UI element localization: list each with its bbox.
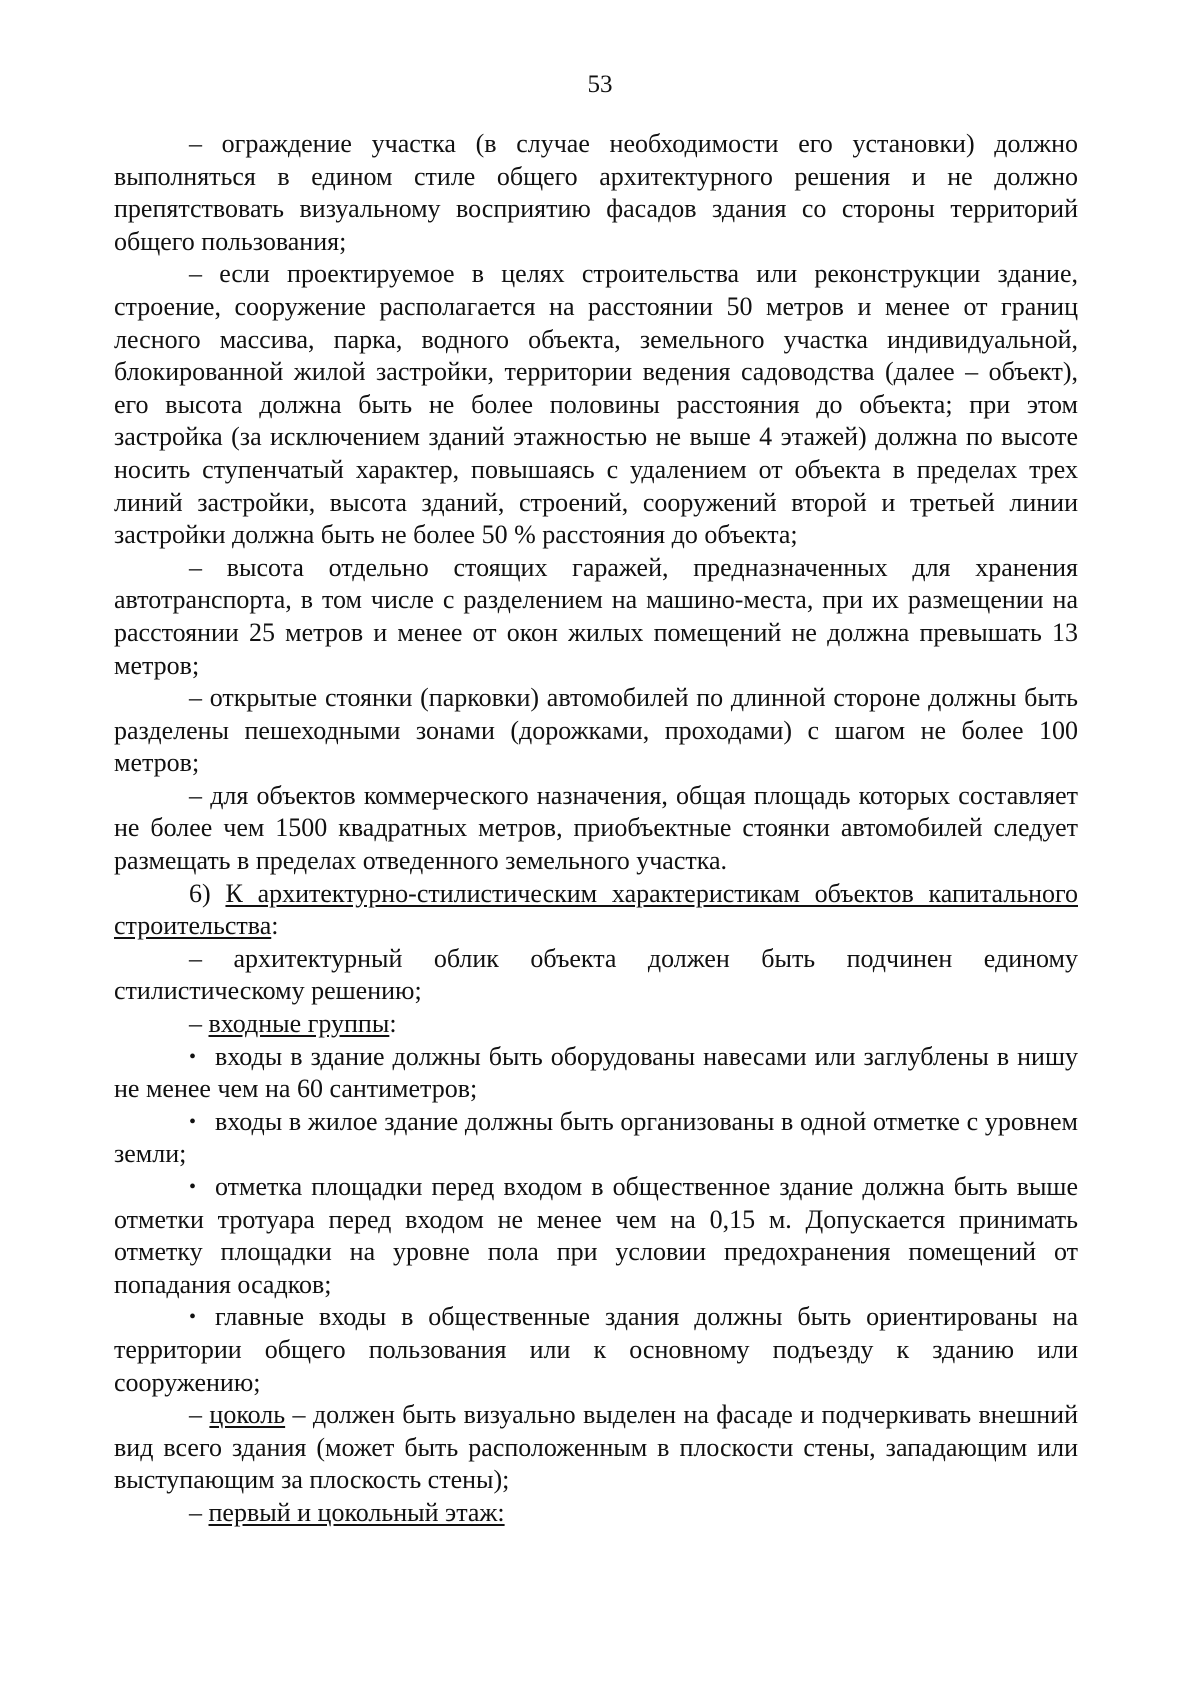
section-title-suffix: : (271, 911, 279, 941)
bullet-text: отметка площадки перед входом в общественное здание должна быть выше отметки тротуара перед входом не менее чем на 0,15 м. Допускается принимать отметку площадки на уровне пола при условии предохранения помещений от попадания осадков; (114, 1172, 1078, 1299)
dash-marker: – (189, 943, 234, 973)
paragraph-fence (114, 128, 1078, 258)
section-number: 6) (189, 878, 226, 908)
paragraph-text: открытые стоянки (парковки) автомобилей по длинной стороне должны быть разделены пешеходными зонами (дорожками, проходами) с шагом не более 100 метров; (114, 683, 1079, 778)
paragraph-text: для объектов коммерческого назначения, общая площадь которых составляет не более чем 1500 квадратных метров, приобъектные стоянки автомобилей следует размещать в пределах отведенного земельного участка. (114, 780, 1079, 876)
paragraph-text: архитектурный облик объекта должен быть подчинен единому стилистическому решению; (114, 943, 1078, 1006)
dash-marker: – (189, 1400, 210, 1430)
dash-marker: – (189, 129, 222, 158)
bullet-icon: • (189, 1045, 197, 1068)
dash-marker: – (189, 780, 211, 810)
bullet-item-ground-level (114, 1106, 1078, 1171)
paragraph-height-limit (114, 258, 1078, 551)
dash-marker: – (189, 259, 220, 289)
bullet-item-platform-elevation (114, 1171, 1078, 1301)
section-heading-architectural (114, 878, 1078, 943)
bullet-text: входы в жилое здание должны быть организованы в одной отметке с уровнем земли; (114, 1106, 1078, 1169)
dash-marker: – (189, 1497, 209, 1527)
subheading-underlined: входные группы (208, 1009, 390, 1039)
subheading-first-floor (114, 1497, 1078, 1530)
subheading-entrance-groups (114, 1008, 1078, 1041)
bullet-icon: • (189, 1110, 197, 1133)
paragraph-text: высота отдельно стоящих гаражей, предназначенных для хранения автотранспорта, в том числе с разделением на машино-места, при их размещении на расстоянии 25 метров и менее от окон жилых помещений не должна превышать 13 метров; (114, 552, 1078, 680)
bullet-item-canopies (114, 1041, 1078, 1106)
paragraph-appearance (114, 943, 1078, 1008)
paragraph-garages (114, 552, 1078, 682)
paragraph-text: если проектируемое в целях строительства или реконструкции здание, строение, сооружение располагается на расстоянии 50 метров и менее от границ лесного массива, парка, водного объекта, земельного участка индивидуальной, блокированной жилой застройки, территории ведения садоводства (далее – объект), его высота должна быть не более половины расстояния до объекта; при этом застройка (за исключением зданий этажностью не выше 4 этажей) должна по высоте носить ступенчатый характер, повышаясь с удалением от объекта в пределах трех линий застройки, высота зданий, строений, сооружений второй и третьей линии застройки должна быть не более 50 % расстояния до объекта; (114, 259, 1078, 550)
subheading-suffix: : (389, 1009, 397, 1039)
bullet-icon: • (189, 1306, 197, 1329)
subheading-underlined: первый и цокольный этаж: (208, 1497, 505, 1527)
dash-marker: – (189, 683, 210, 713)
bullet-icon: • (189, 1176, 197, 1198)
paragraph-plinth (114, 1399, 1078, 1497)
dash-marker: – (189, 1009, 209, 1039)
paragraph-text: – должен быть визуально выделен на фасаде и подчеркивать внешний вид всего здания (может быть расположенным в плоскости стены, западающим или выступающим за плоскость стены); (114, 1400, 1079, 1495)
paragraph-commercial (114, 780, 1078, 878)
document-body (114, 128, 1078, 1530)
paragraph-parking (114, 682, 1078, 780)
page-number: 53 (587, 71, 613, 98)
section-title-underlined: К архитектурно-стилистическим характеристикам объектов капитального строительства (114, 878, 1078, 941)
plinth-term-underlined: цоколь (209, 1400, 286, 1430)
bullet-item-main-entrances (114, 1301, 1078, 1399)
paragraph-text: ограждение участка (в случае необходимости его установки) должно выполняться в едином стиле общего архитектурного решения и не должно препятствовать визуальному восприятию фасадов здания со стороны территорий общего пользования; (114, 129, 1079, 256)
bullet-text: главные входы в общественные здания должны быть ориентированы на территории общего пользования или к основному подъезду к зданию или сооружению; (114, 1302, 1078, 1397)
dash-marker: – (189, 552, 227, 582)
bullet-text: входы в здание должны быть оборудованы навесами или заглублены в нишу не менее чем на 60 сантиметров; (114, 1041, 1078, 1104)
